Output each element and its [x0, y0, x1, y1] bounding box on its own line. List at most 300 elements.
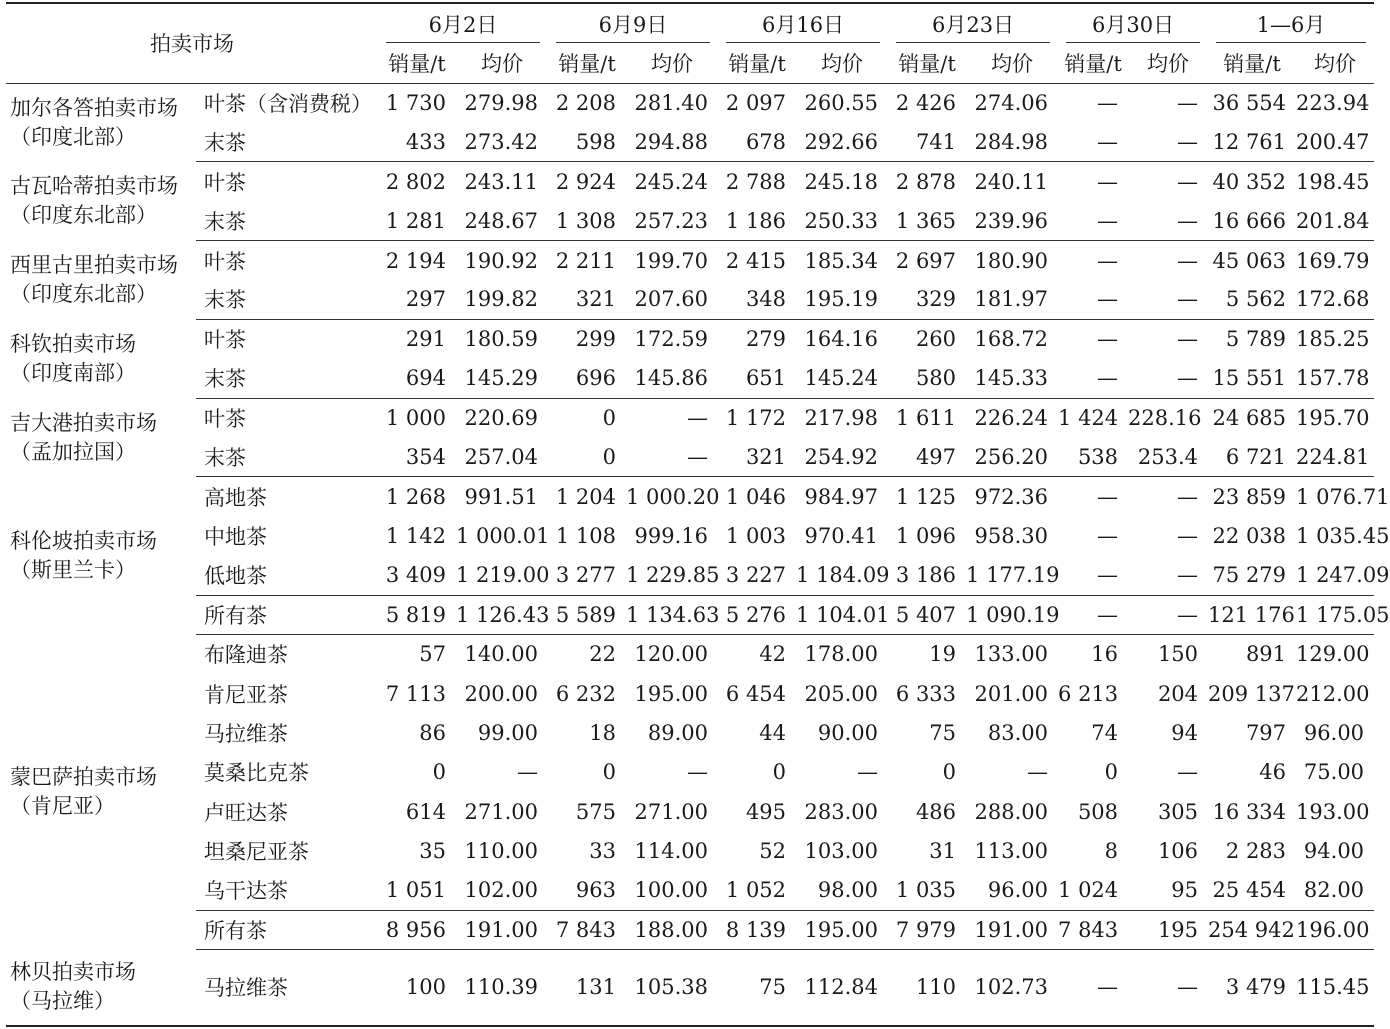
market-region: （肯尼亚）: [10, 794, 115, 819]
volume-cell: 16: [1091, 642, 1119, 667]
volume-cell: 741: [888, 122, 966, 161]
price-cell: 205.00: [804, 681, 879, 706]
price-cell: 1 177.19: [966, 563, 1060, 588]
price-cell: 140.00: [464, 642, 539, 667]
market-name-cell: [6, 950, 196, 1026]
price-header: 均价: [1128, 43, 1208, 83]
market-region: （印度南部）: [10, 360, 136, 385]
volume-cell: 497: [888, 438, 966, 477]
volume-cell: 6 454: [725, 681, 787, 706]
volume-cell: 0: [432, 760, 446, 785]
volume-cell: —: [1058, 595, 1128, 634]
price-cell: 1 000.01: [456, 523, 550, 548]
price-cell: 972.36: [974, 484, 1049, 509]
price-cell: 239.96: [966, 201, 1058, 240]
volume-cell: 16 666: [1208, 201, 1296, 240]
volume-cell: 891: [1245, 642, 1287, 667]
price-cell: 240.11: [974, 169, 1049, 194]
market-name: 科伦坡拍卖市场: [10, 528, 157, 553]
volume-cell: 1 035: [895, 878, 957, 903]
volume-cell: 1 096: [895, 523, 957, 548]
volume-cell: 291: [405, 327, 446, 352]
market-region: （印度北部）: [10, 124, 136, 149]
table-row: [6, 162, 1374, 201]
volume-cell: 614: [405, 799, 446, 824]
volume-cell: 1 052: [725, 878, 787, 903]
tea-category: 叶茶: [204, 407, 246, 432]
price-cell: 150: [1157, 642, 1199, 667]
price-cell: 284.98: [966, 122, 1058, 161]
volume-cell: 23 859: [1212, 484, 1287, 509]
volume-cell: 7 979: [888, 910, 966, 949]
price-cell: 102.00: [464, 878, 539, 903]
price-cell: —: [1177, 523, 1199, 548]
market-name-cell: [6, 162, 196, 241]
volume-cell: 486: [915, 799, 957, 824]
volume-cell: 260: [915, 327, 957, 352]
date-header: 6月30日: [1058, 3, 1208, 43]
table-row: [6, 359, 1374, 398]
tea-category: 末茶: [196, 122, 378, 161]
price-cell: 1 247.09: [1296, 563, 1390, 588]
volume-cell: 8: [1104, 839, 1119, 864]
volume-cell: 33: [589, 839, 617, 864]
volume-cell: 2 697: [895, 248, 957, 273]
volume-cell: 3 277: [555, 563, 617, 588]
price-cell: —: [517, 760, 539, 785]
market-name: 科钦拍卖市场: [10, 331, 136, 356]
table-row: [6, 871, 1374, 910]
price-cell: 75.00: [1303, 760, 1365, 785]
market-name-cell: [6, 398, 196, 477]
table-row: [6, 83, 1374, 122]
price-cell: 129.00: [1296, 642, 1370, 667]
price-cell: 294.88: [626, 122, 718, 161]
volume-cell: 2 878: [895, 169, 957, 194]
volume-cell: 35: [419, 839, 446, 864]
price-cell: —: [1128, 595, 1208, 634]
price-cell: 1 175.05: [1296, 595, 1374, 634]
volume-cell: 6 333: [895, 681, 957, 706]
volume-cell: 6 232: [555, 681, 617, 706]
tea-category: 布隆迪茶: [204, 643, 288, 668]
tea-category: 末茶: [196, 359, 378, 398]
volume-cell: 694: [378, 359, 456, 398]
volume-cell: —: [1058, 122, 1128, 161]
price-cell: 279.98: [464, 90, 539, 115]
volume-cell: 75: [929, 720, 957, 745]
price-cell: 1 184.09: [796, 563, 890, 588]
volume-header: 销量/t: [1208, 43, 1296, 83]
volume-cell: 24 685: [1212, 406, 1287, 431]
volume-cell: 1 125: [895, 484, 957, 509]
price-cell: 201.00: [974, 681, 1049, 706]
price-cell: —: [1128, 359, 1208, 398]
table-row: [6, 792, 1374, 831]
volume-cell: 2 788: [725, 169, 787, 194]
price-cell: —: [1177, 90, 1199, 115]
price-cell: —: [1128, 280, 1208, 319]
market-name: 蒙巴萨拍卖市场: [10, 765, 157, 790]
volume-cell: 279: [745, 327, 787, 352]
price-cell: 112.84: [796, 950, 888, 1026]
volume-cell: —: [1097, 484, 1119, 509]
volume-cell: 5 276: [718, 595, 796, 634]
price-cell: 95: [1171, 878, 1199, 903]
market-region: （斯里兰卡）: [10, 557, 136, 582]
market-name: 古瓦哈蒂拍卖市场: [10, 174, 178, 199]
market-header: 拍卖市场: [6, 3, 378, 83]
tea-category: 莫桑比克茶: [204, 761, 309, 786]
volume-cell: 797: [1245, 720, 1287, 745]
price-cell: 200.47: [1296, 122, 1374, 161]
price-cell: 169.79: [1296, 248, 1370, 273]
volume-cell: 1 308: [548, 201, 626, 240]
price-cell: 1 126.43: [456, 595, 548, 634]
price-cell: —: [1177, 327, 1199, 352]
tea-category: 高地茶: [204, 485, 267, 510]
price-cell: 100.00: [634, 878, 709, 903]
table-row: [6, 477, 1374, 516]
volume-cell: 575: [575, 799, 617, 824]
volume-cell: 696: [548, 359, 626, 398]
market-region: （印度东北部）: [10, 203, 157, 228]
volume-cell: 2 283: [1225, 839, 1287, 864]
date-header: 6月2日: [378, 3, 548, 43]
price-cell: 195.19: [796, 280, 888, 319]
date-header: 6月23日: [888, 3, 1058, 43]
volume-cell: 131: [548, 950, 626, 1026]
price-cell: 103.00: [804, 839, 879, 864]
volume-cell: 1 268: [385, 484, 446, 509]
volume-cell: 297: [378, 280, 456, 319]
price-cell: 226.24: [974, 406, 1049, 431]
volume-cell: 0: [772, 760, 787, 785]
price-cell: —: [1128, 201, 1208, 240]
price-cell: 195.00: [796, 910, 888, 949]
price-cell: 133.00: [974, 642, 1049, 667]
price-cell: 102.73: [966, 950, 1058, 1026]
price-header: 均价: [796, 43, 888, 83]
volume-cell: 25 454: [1212, 878, 1287, 903]
volume-cell: 209 137: [1208, 681, 1295, 706]
price-header: 均价: [966, 43, 1058, 83]
price-header: 均价: [456, 43, 548, 83]
volume-cell: 3 409: [385, 563, 446, 588]
price-cell: 193.00: [1296, 799, 1370, 824]
price-cell: —: [1027, 760, 1049, 785]
price-cell: 245.18: [804, 169, 879, 194]
volume-cell: 2 097: [725, 90, 787, 115]
volume-cell: 963: [575, 878, 617, 903]
market-name: 加尔各答拍卖市场: [10, 95, 178, 120]
volume-cell: 5 589: [548, 595, 626, 634]
price-cell: 305: [1157, 799, 1199, 824]
market-name-cell: [6, 241, 196, 320]
price-cell: 99.00: [477, 720, 539, 745]
price-cell: 958.30: [974, 523, 1049, 548]
market-region: （马拉维）: [10, 989, 115, 1014]
volume-cell: 0: [602, 760, 617, 785]
price-cell: 254.92: [796, 438, 888, 477]
volume-cell: —: [1058, 280, 1128, 319]
table-body: [6, 3, 1390, 1026]
volume-cell: 1 186: [718, 201, 796, 240]
market-name-cell: [6, 634, 196, 949]
market-name: 林贝拍卖市场: [10, 960, 136, 985]
volume-cell: 22: [589, 642, 617, 667]
volume-cell: 651: [718, 359, 796, 398]
price-cell: 190.92: [464, 248, 539, 273]
volume-cell: 42: [759, 642, 787, 667]
tea-category: 叶茶: [204, 170, 246, 195]
price-cell: 114.00: [634, 839, 709, 864]
volume-cell: 2 924: [555, 169, 617, 194]
market-name: 西里古里拍卖市场: [10, 252, 178, 277]
volume-cell: 46: [1259, 760, 1287, 785]
date-header: 1—6月: [1208, 3, 1374, 43]
table-row: [6, 319, 1374, 358]
volume-header: 销量/t: [888, 43, 966, 83]
volume-cell: 40 352: [1212, 169, 1287, 194]
price-cell: 106: [1157, 839, 1199, 864]
volume-cell: —: [1097, 90, 1119, 115]
table-total-row: [6, 595, 1374, 634]
volume-cell: 2 415: [725, 248, 787, 273]
price-cell: —: [1128, 122, 1208, 161]
price-cell: 145.24: [796, 359, 888, 398]
volume-cell: 52: [759, 839, 787, 864]
volume-cell: 1 142: [385, 523, 446, 548]
price-cell: —: [1177, 169, 1199, 194]
price-cell: 172.68: [1296, 280, 1374, 319]
volume-cell: —: [1097, 169, 1119, 194]
price-cell: 256.20: [966, 438, 1058, 477]
price-cell: —: [857, 760, 879, 785]
price-cell: 145.86: [626, 359, 718, 398]
price-cell: 1 134.63: [626, 595, 718, 634]
market-name-cell: [6, 477, 196, 635]
price-cell: 283.00: [804, 799, 879, 824]
volume-cell: 3 479: [1208, 950, 1296, 1026]
tea-category: 坦桑尼亚茶: [204, 840, 309, 865]
price-cell: —: [626, 438, 718, 477]
price-cell: 292.66: [796, 122, 888, 161]
price-cell: 180.59: [464, 327, 539, 352]
volume-cell: 2 194: [385, 248, 446, 273]
volume-cell: 36 554: [1212, 90, 1287, 115]
price-cell: 181.97: [966, 280, 1058, 319]
volume-cell: 678: [718, 122, 796, 161]
price-cell: 243.11: [464, 169, 539, 194]
volume-cell: 1 424: [1058, 406, 1119, 431]
volume-cell: 598: [548, 122, 626, 161]
volume-cell: 2 208: [555, 90, 617, 115]
tea-category: 低地茶: [204, 564, 267, 589]
price-cell: 281.40: [634, 90, 709, 115]
price-cell: 115.45: [1296, 950, 1374, 1026]
price-cell: 1 219.00: [456, 563, 550, 588]
price-cell: 94: [1171, 720, 1199, 745]
price-cell: 195: [1128, 910, 1208, 949]
volume-header: 销量/t: [378, 43, 456, 83]
price-cell: 113.00: [974, 839, 1049, 864]
volume-cell: 508: [1077, 799, 1119, 824]
volume-cell: 6 721: [1208, 438, 1296, 477]
volume-cell: 86: [419, 720, 446, 745]
tea-category: 马拉维茶: [204, 721, 288, 746]
volume-cell: 8 139: [718, 910, 796, 949]
price-cell: 145.33: [966, 359, 1058, 398]
price-cell: 223.94: [1296, 90, 1370, 115]
volume-cell: 580: [888, 359, 966, 398]
price-cell: 253.4: [1128, 438, 1208, 477]
volume-cell: 12 761: [1208, 122, 1296, 161]
table-row: [6, 516, 1374, 555]
price-cell: 94.00: [1303, 839, 1365, 864]
price-cell: 98.00: [817, 878, 879, 903]
volume-cell: 2 426: [895, 90, 957, 115]
price-cell: —: [1177, 484, 1199, 509]
price-cell: 110.00: [464, 839, 539, 864]
price-cell: 199.82: [456, 280, 548, 319]
volume-cell: 5 819: [378, 595, 456, 634]
volume-cell: 7 113: [385, 681, 446, 706]
price-cell: 178.00: [804, 642, 879, 667]
volume-cell: —: [1058, 201, 1128, 240]
table-row: [6, 122, 1374, 161]
price-cell: 188.00: [626, 910, 718, 949]
tea-category: 马拉维茶: [196, 950, 378, 1026]
price-cell: 185.34: [804, 248, 879, 273]
volume-cell: —: [1097, 327, 1119, 352]
volume-cell: 0: [548, 438, 626, 477]
volume-cell: 31: [929, 839, 957, 864]
table-row: [6, 950, 1374, 1026]
volume-cell: 0: [602, 406, 617, 431]
price-cell: 224.81: [1296, 438, 1374, 477]
volume-cell: 0: [942, 760, 957, 785]
volume-cell: 2 211: [555, 248, 617, 273]
market-name-cell: [6, 83, 196, 162]
price-cell: 220.69: [464, 406, 539, 431]
volume-cell: 1 003: [725, 523, 787, 548]
price-cell: 1 090.19: [966, 595, 1058, 634]
volume-cell: 433: [378, 122, 456, 161]
volume-cell: 7 843: [548, 910, 626, 949]
table-row: [6, 753, 1374, 792]
price-cell: 164.16: [804, 327, 879, 352]
volume-header: 销量/t: [718, 43, 796, 83]
volume-cell: 254 942: [1208, 910, 1296, 949]
price-cell: 1 076.71: [1296, 484, 1390, 509]
price-cell: 217.98: [804, 406, 879, 431]
volume-cell: 22 038: [1212, 523, 1287, 548]
price-cell: 96.00: [987, 878, 1049, 903]
price-cell: 991.51: [464, 484, 539, 509]
date-header: 6月9日: [548, 3, 718, 43]
table-row: [6, 831, 1374, 870]
volume-cell: 44: [759, 720, 787, 745]
price-cell: 204: [1157, 681, 1199, 706]
price-cell: 207.60: [626, 280, 718, 319]
price-cell: 168.72: [974, 327, 1049, 352]
price-cell: 82.00: [1303, 878, 1365, 903]
price-cell: 271.00: [634, 799, 709, 824]
price-cell: —: [1177, 760, 1199, 785]
price-cell: 185.25: [1296, 327, 1370, 352]
price-cell: 271.00: [464, 799, 539, 824]
table-total-row: [6, 910, 1374, 949]
market-region: （孟加拉国）: [10, 439, 136, 464]
tea-category: 卢旺达茶: [204, 800, 288, 825]
tea-category: 中地茶: [204, 524, 267, 549]
header-row-dates: [6, 3, 1374, 43]
volume-cell: 329: [888, 280, 966, 319]
volume-header: 销量/t: [548, 43, 626, 83]
tea-category: 末茶: [196, 438, 378, 477]
volume-header: 销量/t: [1058, 43, 1128, 83]
volume-cell: 1 730: [385, 90, 446, 115]
price-cell: 196.00: [1296, 910, 1374, 949]
market-name-cell: [6, 319, 196, 398]
volume-cell: 15 551: [1208, 359, 1296, 398]
market-region: （印度东北部）: [10, 281, 157, 306]
price-cell: 96.00: [1303, 720, 1365, 745]
tea-category: 乌干达茶: [204, 879, 288, 904]
tea-category: 末茶: [196, 280, 378, 319]
price-cell: 201.84: [1296, 201, 1374, 240]
volume-cell: —: [1058, 359, 1128, 398]
table-row: [6, 201, 1374, 240]
price-cell: 145.29: [456, 359, 548, 398]
volume-cell: 5 789: [1225, 327, 1287, 352]
volume-cell: 75: [718, 950, 796, 1026]
price-cell: —: [687, 406, 709, 431]
price-cell: 260.55: [804, 90, 879, 115]
price-header: 均价: [1296, 43, 1374, 83]
volume-cell: 6 213: [1058, 681, 1119, 706]
price-cell: 191.00: [966, 910, 1058, 949]
volume-cell: 3 186: [895, 563, 957, 588]
price-cell: 212.00: [1296, 681, 1370, 706]
table-row: [6, 713, 1374, 752]
volume-cell: 5 407: [888, 595, 966, 634]
volume-cell: 18: [589, 720, 617, 745]
price-cell: 83.00: [987, 720, 1049, 745]
volume-cell: 495: [745, 799, 787, 824]
tea-category: 末茶: [196, 201, 378, 240]
table-row: [6, 634, 1374, 673]
price-cell: —: [1177, 248, 1199, 273]
volume-cell: —: [1058, 950, 1128, 1026]
volume-cell: 74: [1091, 720, 1119, 745]
table-row: [6, 438, 1374, 477]
price-cell: 105.38: [626, 950, 718, 1026]
volume-cell: 57: [419, 642, 446, 667]
price-cell: 1 000.20: [626, 484, 720, 509]
price-cell: 1 035.45: [1296, 523, 1390, 548]
volume-cell: 7 843: [1058, 910, 1128, 949]
volume-cell: 1 365: [888, 201, 966, 240]
volume-cell: 1 046: [725, 484, 787, 509]
volume-cell: 2 802: [385, 169, 446, 194]
price-cell: 120.00: [634, 642, 709, 667]
price-cell: 999.16: [634, 523, 709, 548]
tea-category: 叶茶（含消费税）: [204, 91, 372, 116]
price-cell: 110.39: [456, 950, 548, 1026]
price-cell: 200.00: [464, 681, 539, 706]
